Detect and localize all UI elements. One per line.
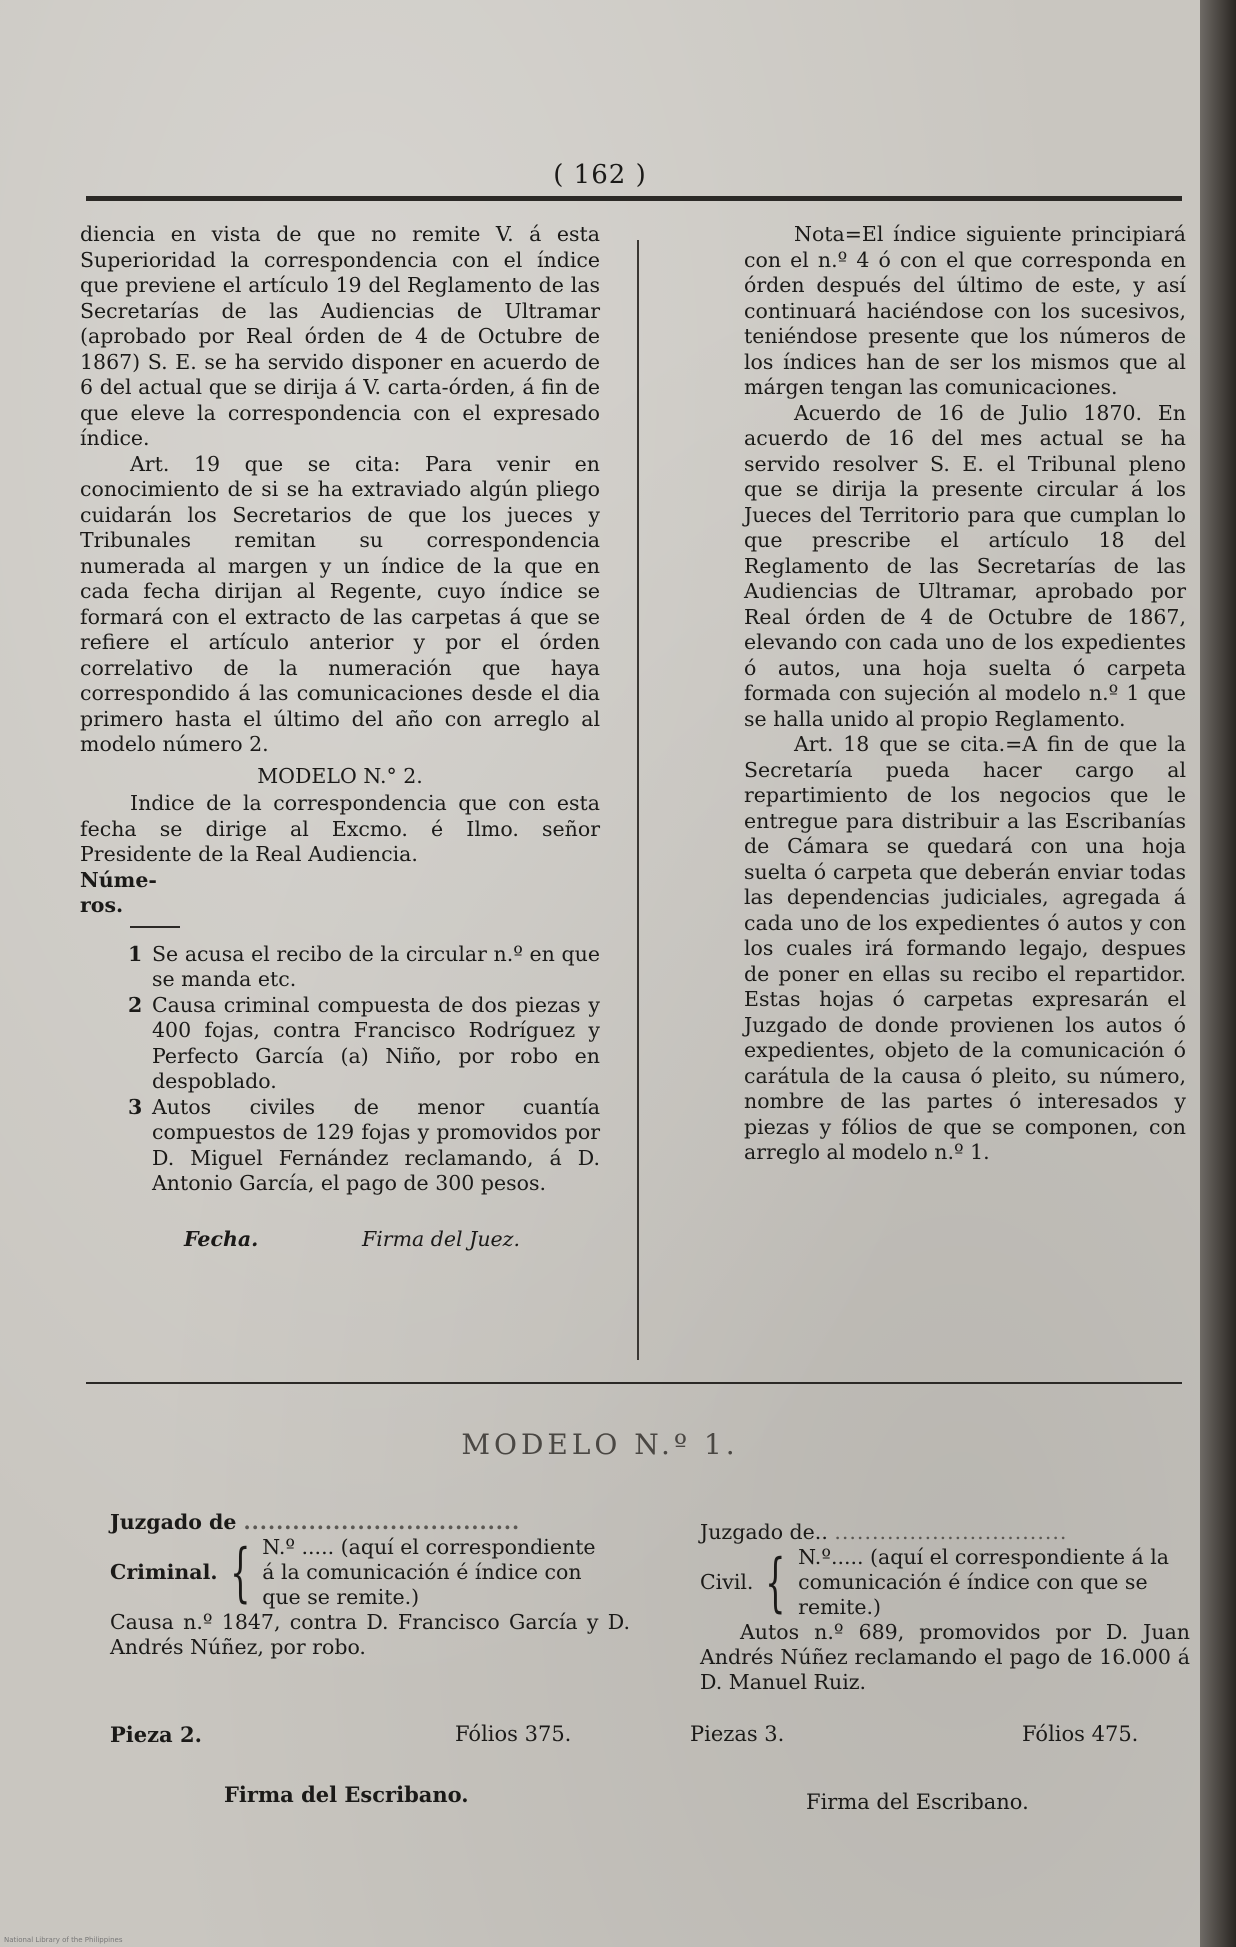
criminal-brace-lines (262, 1535, 595, 1610)
entry-number: 3 (128, 1094, 143, 1119)
civil-group (700, 1545, 1190, 1620)
firma-escribano-right: Firma del Escribano. (806, 1790, 1029, 1814)
criminal-group (110, 1535, 630, 1610)
brace-left: { (229, 1535, 251, 1610)
section-rule (86, 1382, 1182, 1384)
juzgado-line-right (700, 1520, 1190, 1545)
civil-brace-lines (798, 1545, 1169, 1620)
folios-right: Fólios 475. (1022, 1722, 1139, 1746)
model-2-title: MODELO N.° 2. (257, 763, 423, 788)
page-number: ( 162 ) (553, 160, 647, 190)
brace-line: á la comunicación é índice con (262, 1560, 582, 1584)
right-paragraph-3: Art. 18 que se cita.=A fin de que la Secretaría pueda hacer cargo al repartimiento de los negocios que le entregue para distribuir a las Escribanías de Cámara se quedará con una hoja suelta ó carpeta que deberán enviar todas las dependencias judiciales, agregada á cada uno de los expedientes ó autos y con los cuales irá formando legajo, despues de poner en ellas su recibo el repartidor. Estas hojas ó carpetas expresarán el Juzgado de donde provienen los autos ó expedientes, objeto de la comunicación ó carátula de la causa ó pleito, su número, nombre de las partes ó interesados y piezas y fólios de que se componen, con arreglo al modelo n.º 1. (744, 732, 1186, 1164)
scan-credit: National Library of the Philippines (4, 1936, 123, 1944)
criminal-label: Criminal. (110, 1560, 218, 1584)
entry-number: 2 (128, 992, 143, 1017)
folios-left: Fólios 375. (455, 1722, 572, 1746)
right-column (744, 222, 1186, 1166)
brace-line: que se remite.) (262, 1585, 420, 1609)
left-paragraph-1: diencia en vista de que no remite V. á esta Superioridad la correspondencia con el índice que previene el artículo 19 del Reglamento de las Secretarías de las Audiencias de Ultramar (aprobado por Real órden de 4 de Octubre de 1867) S. E. se ha servido disponer en acuerdo de 6 del actual que se dirija á V. carta-órden, á fin de que eleve la correspondencia con el expresado índice. (80, 222, 600, 450)
list-item (80, 993, 600, 1095)
pieza-left: Pieza 2. (110, 1722, 202, 1747)
right-paragraph-2: Acuerdo de 16 de Julio 1870. En acuerdo de 16 del mes actual se ha servido resolver S. E. el Tribunal pleno que se dirija la presente circular á los Jueces del Territorio para que cumplan lo que prescribe el artículo 18 del Reglamento de las Secretarías de las Audiencias de Ultramar, aprobado por Real órden de 4 de Octubre de 1867, elevando con cada uno de los expedientes ó autos, una hoja suelta ó carpeta formada con sujeción al modelo n.º 1 que se halla unido al propio Reglamento. (744, 400, 1186, 731)
header-rule (86, 196, 1182, 201)
entry-text: Causa criminal compuesta de dos piezas y 400 fojas, contra Francisco Rodríguez y Perfecto García (a) Niño, por robo en despoblado. (152, 992, 600, 1093)
page-edge-shadow (1200, 0, 1236, 1947)
juzgado-line-left (110, 1510, 630, 1535)
brace-line: N.º ..... (aquí el correspondiente (262, 1535, 596, 1559)
firma-escribano-left: Firma del Escribano. (224, 1782, 469, 1807)
juzgado-label: Juzgado de.. (700, 1520, 828, 1544)
autos-text: Autos n.º 689, promovidos por D. Juan Andrés Núñez reclamando el pago de 16.000 á D. Manuel Ruiz. (700, 1620, 1190, 1694)
model-1-right-form (700, 1520, 1190, 1695)
causa-text: Causa n.º 1847, contra D. Francisco García y D. Andrés Núñez, por robo. (110, 1610, 630, 1659)
numbers-dash (130, 926, 180, 928)
brace-line: N.º..... (aquí el correspondiente á la (798, 1545, 1170, 1569)
model-2-intro: Indice de la correspondencia que con esta fecha se dirige al Excmo. é Ilmo. señor Presidente de la Real Audiencia. (80, 791, 600, 866)
entry-text: Se acusa el recibo de la circular n.º en que se manda etc. (152, 941, 600, 991)
left-column (80, 222, 600, 1252)
model-1-left-form (110, 1510, 630, 1660)
pieza-right: Piezas 3. (690, 1722, 785, 1746)
signature-row (80, 1227, 600, 1253)
juzgado-label: Juzgado de (110, 1510, 237, 1534)
brace-right: { (765, 1545, 786, 1620)
list-item (80, 942, 600, 993)
juzgado-dots: .................................. (243, 1510, 521, 1534)
list-item (80, 1095, 600, 1197)
civil-label: Civil. (700, 1570, 754, 1594)
numbers-header: Núme- ros. (80, 867, 157, 917)
fecha-label: Fecha. (184, 1226, 259, 1251)
column-divider (637, 240, 639, 1360)
juzgado-dots: ............................... (834, 1520, 1068, 1544)
firma-juez-label: Firma del Juez. (362, 1226, 520, 1251)
entry-text: Autos civiles de menor cuantía compuestos de 129 fojas y promovidos por D. Miguel Fernández reclamando, á D. Antonio García, el pago de 300 pesos. (152, 1094, 600, 1195)
right-paragraph-1: Nota=El índice siguiente principiará con el n.º 4 ó con el que corresponda en órden después del último de este, y así continuará haciéndose con los sucesivos, teniéndose presente que los números de los índices han de ser los mismos que al márgen tengan las comunicaciones. (744, 222, 1186, 399)
left-paragraph-2: Art. 19 que se cita: Para venir en conocimiento de si se ha extraviado algún pliego cuidarán los Secretarios de que los jueces y Tribunales remitan su correspondencia numerada al margen y un índice de la que en cada fecha dirijan al Regente, cuyo índice se formará con el extracto de las carpetas á que se refiere el artículo anterior y por el órden correlativo de la numeración que haya correspondido á las comunicaciones desde el dia primero hasta el último del año con arreglo al modelo número 2. (80, 451, 600, 756)
entry-number: 1 (128, 941, 143, 966)
brace-line: comunicación é índice con que se (798, 1570, 1148, 1594)
model-1-title: MODELO N.º 1. (461, 1428, 739, 1461)
brace-line: remite.) (798, 1595, 881, 1619)
